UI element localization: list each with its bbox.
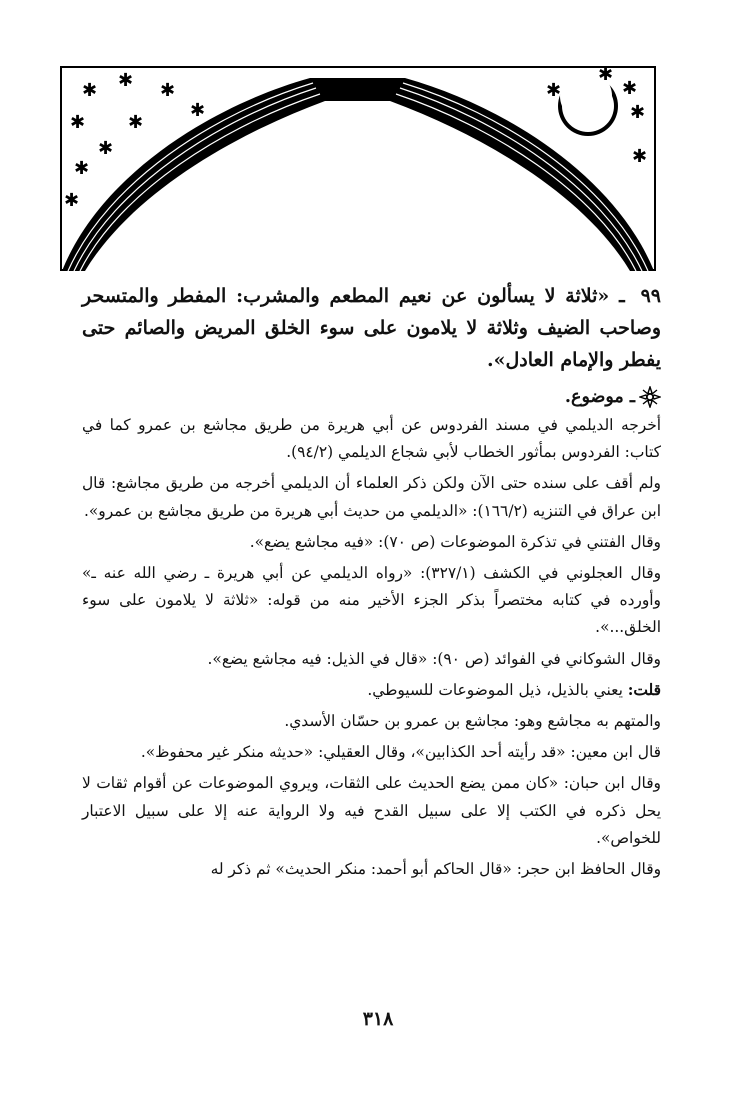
hadith-text xyxy=(82,280,661,376)
svg-text:✱: ✱ xyxy=(70,112,86,133)
svg-text:✱: ✱ xyxy=(64,190,80,211)
paragraph-10: وقال الحافظ ابن حجر: «قال الحاكم أبو أحمد: منكر الحديث» ثم ذكر له xyxy=(210,860,661,879)
crescent-stars-arch-icon xyxy=(60,66,656,271)
svg-text:✱: ✱ xyxy=(190,100,206,121)
svg-text:✱: ✱ xyxy=(128,112,144,133)
svg-text:✱: ✱ xyxy=(98,138,114,159)
paragraph-7: والمتهم به مجاشع وهو: مجاشع بن عمرو بن حسّان الأسدي. xyxy=(284,712,661,731)
svg-text:✱: ✱ xyxy=(632,146,648,167)
hadith-number: ٩٩ xyxy=(640,285,661,307)
paragraph-8: قال ابن معين: «قد رأيته أحد الكذابين»، وقال العقيلي: «حديثه منكر غير محفوظ». xyxy=(140,743,661,762)
flower-ornament-icon xyxy=(639,386,661,408)
paragraph-1: أخرجه الديلمي في مسند الفردوس عن أبي هريرة من طريق مجاشع بن عمرو كما في كتاب: الفردوس بمأثور الخطاب لأبي شجاع الديلمي (٩٤/٢). xyxy=(82,416,661,462)
paragraph-5: وقال الشوكاني في الفوائد (ص ٩٠): «قال في الذيل: فيه مجاشع يضع». xyxy=(207,649,661,668)
page-content xyxy=(82,280,661,887)
svg-text:✱: ✱ xyxy=(622,78,638,99)
svg-text:✱: ✱ xyxy=(598,66,614,85)
svg-text:✱: ✱ xyxy=(74,158,90,179)
hadith-body: ـ «ثلاثة لا يسألون عن نعيم المطعم والمشرب: المفطر والمتسحر وصاحب الضيف وثلاثة لا يلامون على سوء الخلق المريض والصائم حتى يفطر والإمام العادل». xyxy=(82,285,661,371)
paragraph-6-lead: قلت: xyxy=(627,680,661,699)
paragraph-2: ولم أقف على سنده حتى الآن ولكن ذكر العلماء أن الديلمي أخرجه من طريق مجاشع: قال ابن عراق في التنزيه (١٦٦/٢): «الديلمي من حديث أبي هريرة من طريق مجاشع بن عمرو». xyxy=(82,474,661,520)
svg-text:✱: ✱ xyxy=(118,70,134,91)
paragraph-6 xyxy=(82,677,661,704)
decorative-banner xyxy=(60,66,656,271)
paragraph-9: وقال ابن حبان: «كان ممن يضع الحديث على الثقات، ويروي الموضوعات عن أقوام ثقات لا يحل ذكره في الكتب إلا على سبيل القدح فيه ولا الرواية عنه إلا على سبيل الاعتبار للخواص». xyxy=(82,774,661,847)
page-number: ٣١٨ xyxy=(362,1008,394,1030)
svg-text:✱: ✱ xyxy=(82,80,98,101)
paragraph-4: وقال العجلوني في الكشف (٣٢٧/١): «رواه الديلمي عن أبي هريرة ـ رضي الله عنه ـ» وأورده في كتابه مختصراً بذكر الجزء الأخير منه من قوله: «ثلاثة لا يلامون على سوء الخلق...». xyxy=(82,564,661,637)
paragraph-6-text: يعني بالذيل، ذيل الموضوعات للسيوطي. xyxy=(367,680,628,699)
ruling-line xyxy=(82,382,661,412)
svg-text:✱: ✱ xyxy=(160,80,176,101)
ruling-text: ـ موضوع. xyxy=(564,387,635,407)
svg-text:✱: ✱ xyxy=(630,102,646,123)
svg-text:✱: ✱ xyxy=(546,80,562,101)
paragraph-3: وقال الفتني في تذكرة الموضوعات (ص ٧٠): «فيه مجاشع يضع». xyxy=(249,532,661,551)
